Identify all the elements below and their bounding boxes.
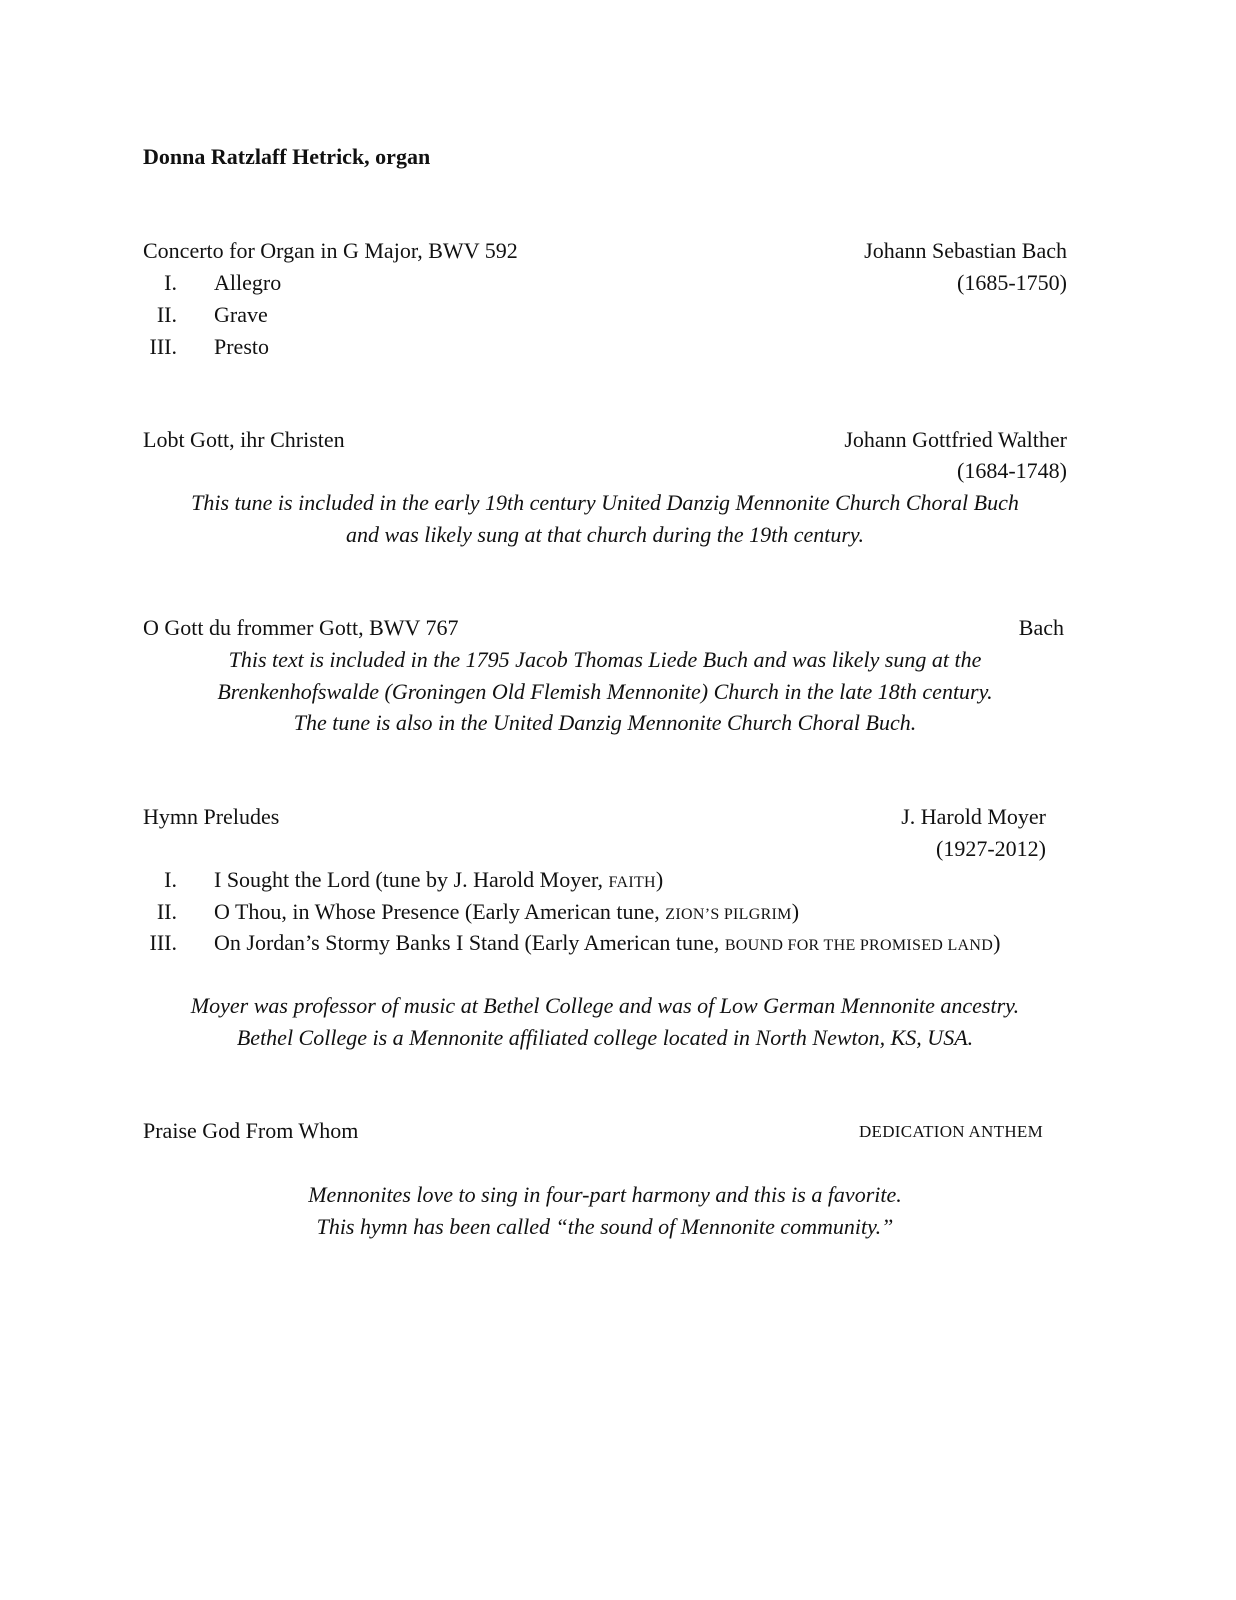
composer-dates: (1685-1750) xyxy=(957,270,1067,295)
tune-name: ZION’S PILGRIM xyxy=(665,906,792,923)
note-line: Brenkenhofswalde (Groningen Old Flemish Mennonite) Church in the late 18th century. xyxy=(217,678,993,704)
piece-composer: Bach xyxy=(1018,615,1064,640)
movement-title-text: O Thou, in Whose Presence (Early American tune, xyxy=(214,899,666,924)
note-line: and was likely sung at that church during the 19th century. xyxy=(346,521,864,547)
movement-title-text: I Sought the Lord (tune by J. Harold Moyer, xyxy=(214,867,609,892)
movement-number: I. xyxy=(164,867,177,892)
note-line: This hymn has been called “the sound of Mennonite community.” xyxy=(316,1213,894,1239)
program-note xyxy=(100,1179,1110,1242)
movement-title-text: On Jordan’s Stormy Banks I Stand (Early American tune, xyxy=(214,930,725,955)
closing-paren: ) xyxy=(655,867,664,892)
piece-title: Concerto for Organ in G Major, BWV 592 xyxy=(143,238,518,263)
composer-dates: (1684-1748) xyxy=(957,458,1067,483)
tune-name: FAITH xyxy=(608,874,656,891)
program-note xyxy=(100,487,1110,550)
movement-number: III. xyxy=(149,930,177,955)
piece-composer: Johann Gottfried Walther xyxy=(844,427,1067,452)
note-line: This tune is included in the early 19th century United Danzig Mennonite Church Choral Buch xyxy=(191,490,1019,515)
piece-title: Hymn Preludes xyxy=(143,804,280,829)
note-line: This text is included in the 1795 Jacob Thomas Liede Buch and was likely sung at the xyxy=(228,647,982,672)
composer-dates: (1927-2012) xyxy=(936,836,1046,861)
movement-number: II. xyxy=(156,302,177,327)
movement-title xyxy=(214,865,663,898)
performer-heading: Donna Ratzlaff Hetrick, organ xyxy=(143,144,431,169)
piece-title: Praise God From Whom xyxy=(143,1118,359,1143)
note-line: The tune is also in the United Danzig Mennonite Church Choral Buch. xyxy=(293,710,917,735)
note-line: Mennonites love to sing in four-part harmony and this is a favorite. xyxy=(308,1182,902,1207)
piece-title: Lobt Gott, ihr Christen xyxy=(143,427,345,452)
program-note xyxy=(100,990,1110,1053)
movement-title: Allegro xyxy=(214,270,282,295)
movement-number: II. xyxy=(156,899,177,924)
piece-composer: DEDICATION ANTHEM xyxy=(858,1122,1043,1141)
movement-title xyxy=(214,897,799,930)
tune-name: BOUND FOR THE PROMISED LAND xyxy=(724,937,994,954)
movement-title xyxy=(214,928,1000,961)
movement-number: III. xyxy=(149,334,177,359)
piece-composer: J. Harold Moyer xyxy=(901,804,1046,829)
movement-title: Grave xyxy=(214,302,268,327)
note-line: Moyer was professor of music at Bethel College and was of Low German Mennonite ancestry. xyxy=(190,993,1020,1018)
program-note xyxy=(100,644,1110,739)
note-line: Bethel College is a Mennonite affiliated college located in North Newton, KS, USA. xyxy=(236,1024,974,1050)
movement-title: Presto xyxy=(214,334,269,359)
piece-composer: Johann Sebastian Bach xyxy=(864,238,1067,263)
closing-paren: ) xyxy=(993,930,1001,955)
closing-paren: ) xyxy=(791,899,800,924)
piece-title: O Gott du frommer Gott, BWV 767 xyxy=(143,615,459,640)
movement-number: I. xyxy=(164,270,177,295)
